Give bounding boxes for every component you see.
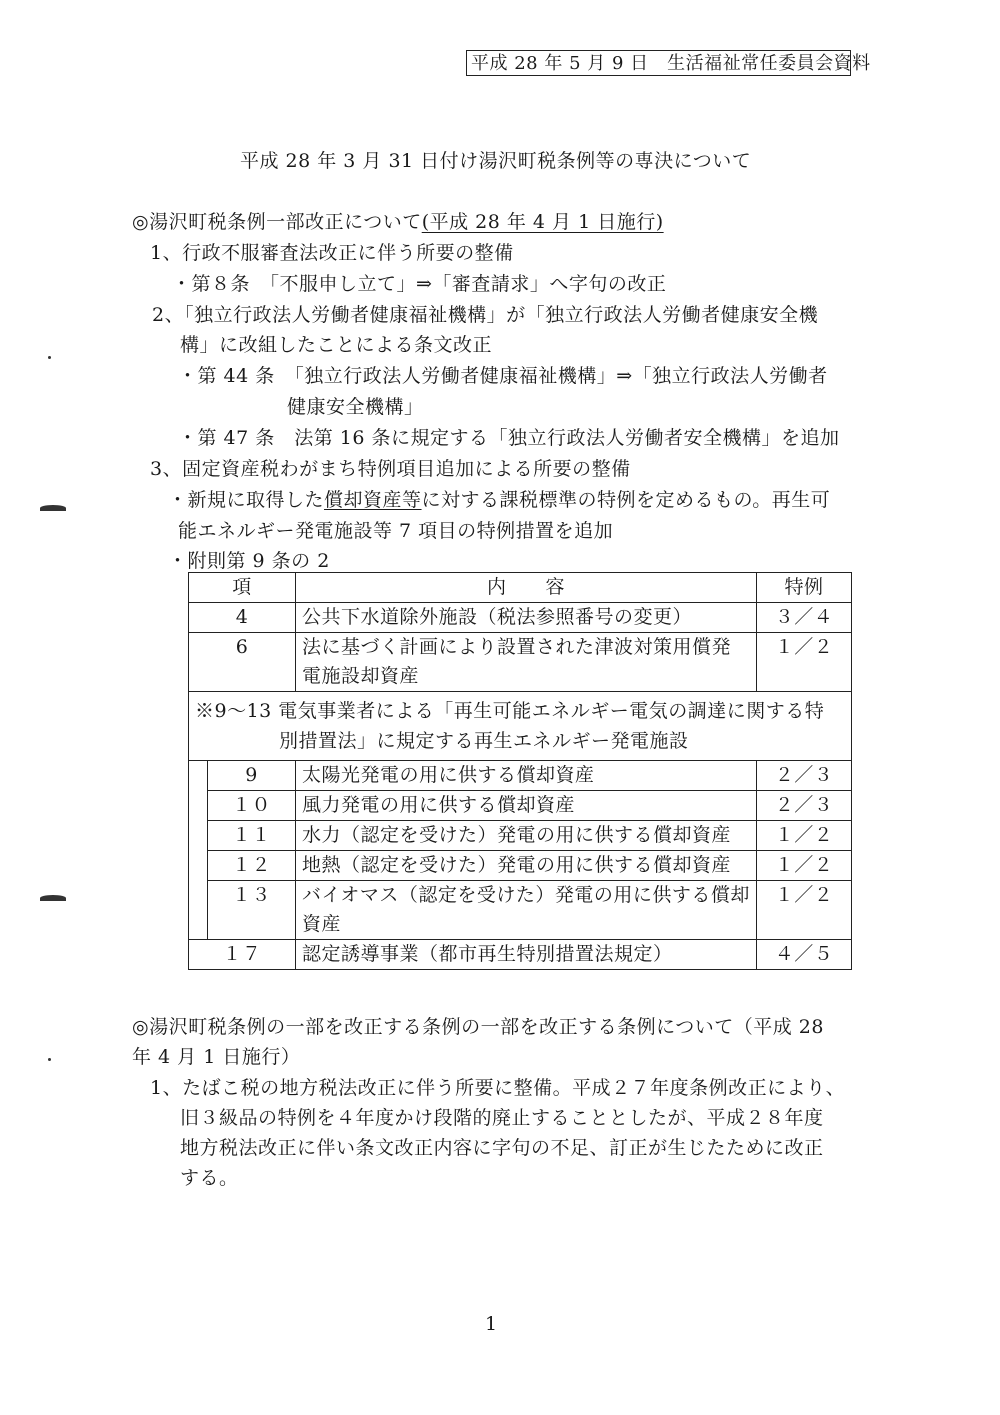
section1-item3-bullet1 (168, 489, 830, 512)
table-cell-no: １０ (208, 791, 296, 821)
table-row (189, 851, 852, 881)
section1-item2-bullet1-line1: ・第 44 条 「独立行政法人労働者健康福祉機構」⇒「独立行政法人労働者 (178, 365, 828, 387)
section1-item2-line2: 構」に改組したことによる条文改正 (180, 334, 493, 356)
binding-mark (40, 505, 66, 511)
table-cell-content: 水力（認定を受けた）発電の用に供する償却資産 (296, 821, 757, 851)
table-cell-rate: １／２ (757, 633, 852, 692)
table-row (189, 821, 852, 851)
section2-item1-line2: 旧３級品の特例を４年度かけ段階的廃止することとしたが、平成２８年度 (180, 1107, 824, 1129)
scan-speck (48, 1058, 51, 1061)
table-cell-rate: ４／５ (757, 940, 852, 970)
header-stamp: 平成 28 年 5 月 9 日 生活福祉常任委員会資料 (466, 50, 851, 76)
table-note-line1: ※9～13 電気事業者による「再生可能エネルギー電気の調達に関する特 (195, 700, 825, 722)
section1-item1: 1、行政不服審査法改正に伴う所要の整備 (150, 242, 514, 264)
table-cell-rate: ２／３ (757, 761, 852, 791)
table-cell-no: １３ (208, 881, 296, 940)
section2-item1-line3: 地方税法改正に伴い条文改正内容に字句の不足、訂正が生じたために改正 (180, 1137, 824, 1159)
table-note-line2: 別措置法」に規定する再生エネルギー発電施設 (279, 730, 689, 752)
table-row (189, 940, 852, 970)
page-title: 平成 28 年 3 月 31 日付け湯沢町税条例等の専決について (240, 150, 752, 172)
table-indent-spacer (189, 761, 208, 940)
table-row (189, 603, 852, 633)
special-measures-table (188, 572, 852, 970)
section2-item1-line4: する。 (180, 1167, 239, 1189)
section1-item2-line1: 2、「独立行政法人労働者健康福祉機構」が「独立行政法人労働者健康安全機 (152, 304, 819, 326)
binding-mark (40, 895, 66, 901)
bullet1-post: に対する課税標準の特例を定めるもの。再生可 (421, 489, 831, 511)
table-cell-content: 法に基づく計画により設置された津波対策用償発電施設却資産 (296, 633, 757, 692)
table-cell-content: 公共下水道除外施設（税法参照番号の変更） (296, 603, 757, 633)
table-cell-no: １１ (208, 821, 296, 851)
bullet1-pre: ・新規に取得した (168, 489, 325, 511)
bullet1-underlined: 償却資産等 (324, 489, 422, 511)
table-cell-content: 地熱（認定を受けた）発電の用に供する償却資産 (296, 851, 757, 881)
table-row (189, 761, 852, 791)
table-header-content: 内 容 (296, 573, 757, 603)
section1-item2-bullet1-line2: 健康安全機構」 (287, 396, 424, 418)
table-header-row (189, 573, 852, 603)
section1-item3-bullet2: ・附則第 9 条の 2 (168, 550, 330, 572)
table-header-no: 項 (189, 573, 296, 603)
table-row (189, 881, 852, 940)
scan-speck (48, 356, 51, 359)
page-number: 1 (485, 1313, 498, 1335)
table-cell-rate: １／２ (757, 881, 852, 940)
section2-heading-line2: 年 4 月 1 日施行） (132, 1046, 301, 1068)
table-cell-content: 太陽光発電の用に供する償却資産 (296, 761, 757, 791)
table-cell-rate: ２／３ (757, 791, 852, 821)
section1-item3-bullet1-line2: 能エネルギー発電施設等 7 項目の特例措置を追加 (178, 520, 614, 542)
table-cell-no: 4 (189, 603, 296, 633)
section2-item1-line1: 1、たばこ税の地方税法改正に伴う所要に整備。平成２７年度条例改正により、 (150, 1077, 846, 1099)
section1-item1-bullet: ・第８条 「不服申し立て」⇒「審査請求」へ字句の改正 (172, 273, 667, 295)
table-header-rate: 特例 (757, 573, 852, 603)
table-row (189, 791, 852, 821)
section1-item2-bullet2: ・第 47 条 法第 16 条に規定する「独立行政法人労働者安全機構」を追加 (178, 427, 840, 449)
section1-heading-text: ◎湯沢町税条例一部改正について (132, 211, 422, 233)
table-note (189, 692, 852, 761)
section1-heading-date: (平成 28 年 4 月 1 日施行) (421, 211, 664, 233)
table-cell-no: 9 (208, 761, 296, 791)
table-cell-rate: １／２ (757, 851, 852, 881)
section1-heading (132, 211, 664, 234)
section1-item3: 3、固定資産税わがまち特例項目追加による所要の整備 (150, 458, 631, 480)
table-cell-rate: ３／４ (757, 603, 852, 633)
table-note-row (189, 692, 852, 761)
table-cell-no: 6 (189, 633, 296, 692)
table-row (189, 633, 852, 692)
table-cell-content: バイオマス（認定を受けた）発電の用に供する償却資産 (296, 881, 757, 940)
table-cell-rate: １／２ (757, 821, 852, 851)
table-cell-content: 認定誘導事業（都市再生特別措置法規定） (296, 940, 757, 970)
section2-heading-line1: ◎湯沢町税条例の一部を改正する条例の一部を改正する条例について（平成 28 (132, 1016, 824, 1038)
table-cell-no: １２ (208, 851, 296, 881)
table-cell-content: 風力発電の用に供する償却資産 (296, 791, 757, 821)
table-cell-no: １７ (189, 940, 296, 970)
